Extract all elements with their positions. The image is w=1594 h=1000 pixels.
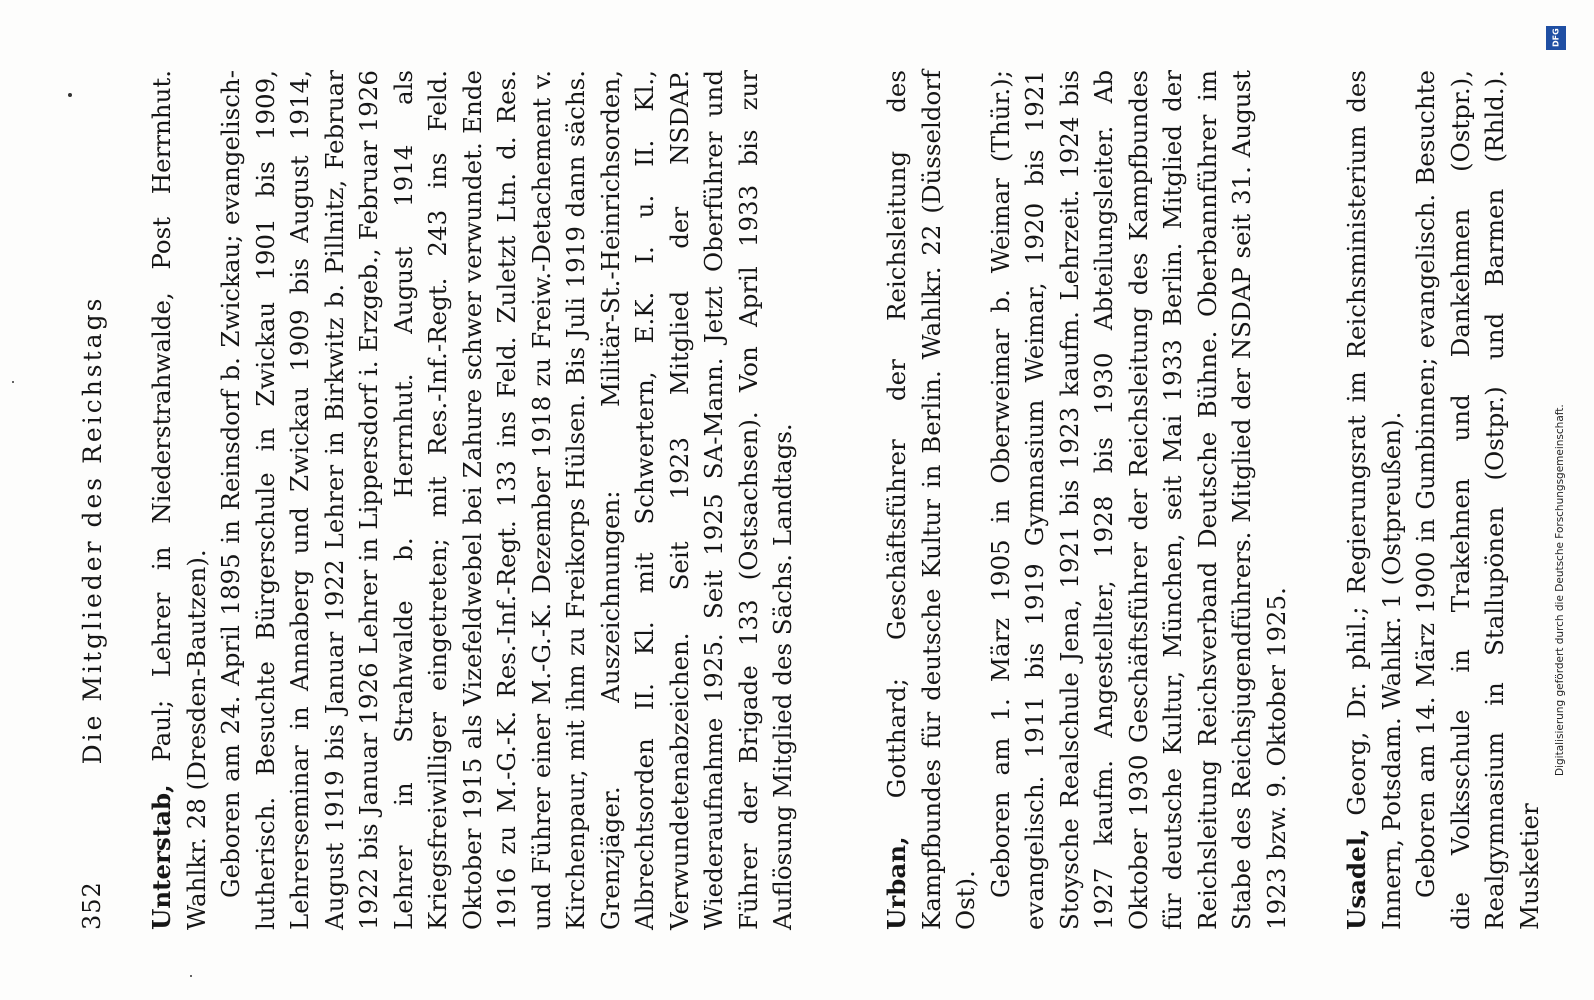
page-number: 352 [78,881,106,930]
scan-speck [190,975,192,977]
dfg-logo-icon: DFG [1546,26,1566,50]
biography-entry [880,70,1294,930]
scan-speck [12,381,14,383]
entry-name: Usadel, [1342,828,1371,930]
entry-name: Urban, [882,836,911,930]
entry-summary: Georg, Dr. phil.; Regierungsrat im Reichsministerium des Innern, Potsdam. Wahlkr. 1 (Ostpreußen). [1342,70,1406,930]
entry-bio: Geboren am 14. März 1900 in Gumbinnen; evangelisch. Besuchte die Volksschule in Trakehnen und Dankehmen (Ostpr.), Realgymnasium in Stallupönen (Ostpr.) und Barmen (Rhld.). Musketier [1411,70,1544,930]
document-page [20,20,1560,980]
entry-intro [880,70,984,930]
biography-entry [145,70,801,930]
entry-bio: Geboren am 24. April 1895 in Reinsdorf b. Zwickau; evangelisch-lutherisch. Besuchte Bürgerschule in Zwickau 1901 bis 1909, Lehrerseminar in Annaberg und Zwickau 1909 bis August 1914, August 1919 bis Januar 1922 Lehrer in Birkwitz b. Pillnitz, Februar 1922 bis Januar 1926 Lehrer in Lippersdorf i. Erzgeb., Februar 1926 Lehrer in Strahwalde b. Herrnhut. August 1914 als Kriegsfreiwilliger eingetreten; mit Res.-Inf.-Regt. 243 ins Feld. Oktober 1915 als Vizefeldwebel bei Zahure schwer verwundet. Ende 1916 zu M.-G.-K. Res.-Inf.-Regt. 133 ins Feld. Zuletzt Ltn. d. Res. und Führer einer M.-G.-K. Dezember 1918 zu Freiw.-Detachement v. Kirchenpaur, mit ihm zu Freikorps Hülsen. Bis Juli 1919 dann sächs. Grenzjäger. Auszeichnungen: Militär-St.-Heinrichsorden, Albrechtsorden II. Kl. mit Schwertern, E.K. I. u. II. Kl., Verwundetenabzeichen. Seit 1923 Mitglied der NSDAP. Wiederaufnahme 1925. Seit 1925 SA-Mann. Jetzt Oberführer und Führer der Brigade 133 (Ostsachsen). Von April 1933 bis zur Auflösung Mitglied des Sächs. Landtags. [216,70,797,930]
digitization-note: Digitalisierung gefördert durch die Deutsche Forschungsgemeinschaft. [1554,404,1566,776]
biography-entry [1340,70,1547,930]
entry-summary: Paul; Lehrer in Niederstrahwalde, Post Herrnhut. Wahlkr. 28 (Dresden-Bautzen). [147,70,211,930]
entry-intro [145,70,214,930]
entry-intro [1340,70,1409,930]
running-head: Die Mitglieder des Reichstags [78,295,107,765]
scan-speck [68,93,72,97]
entry-bio: Geboren am 1. März 1905 in Oberweimar b. Weimar (Thür.); evangelisch. 1911 bis 1919 Gymnasium Weimar, 1920 bis 1921 Stoysche Realschule Jena, 1921 bis 1923 kaufm. Lehrzeit. 1924 bis 1927 kaufm. Angestellter, 1928 bis 1930 Abteilungsleiter. Ab Oktober 1930 Geschäftsführer der Reichsleitung des Kampfbundes für deutsche Kultur, München, seit Mai 1933 Berlin. Mitglied der Reichsleitung Reichsverband Deutsche Bühne. Oberbannführer im Stabe des Reichsjugendführers. Mitglied der NSDAP seit 31. August 1923 bzw. 9. Oktober 1925. [985,70,1291,930]
page-header [78,130,112,930]
entry-name: Unterstab, [147,784,176,930]
digitization-credit [1551,12,1582,992]
entry-summary: Gotthard; Geschäftsführer der Reichsleitung des Kampfbundes für deutsche Kultur in Berlin. Wahlkr. 22 (Düsseldorf Ost). [882,70,980,930]
